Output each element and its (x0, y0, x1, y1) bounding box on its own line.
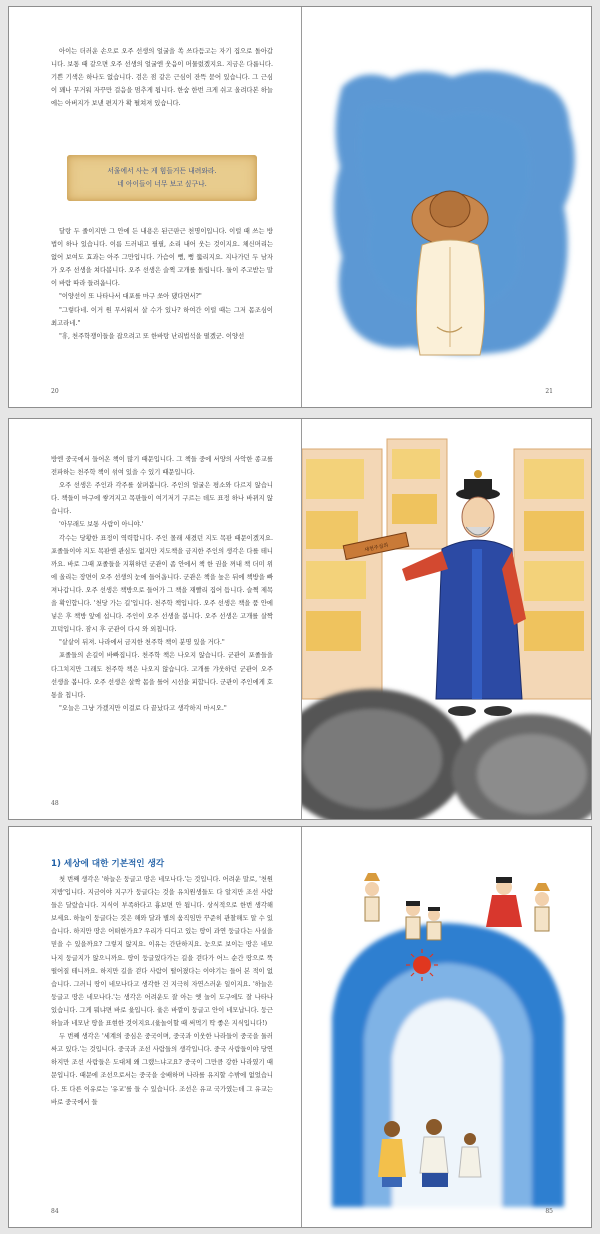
book-spread-2 (8, 418, 592, 820)
round-sky-illustration (302, 827, 592, 1227)
paragraph: 방엔 중국에서 들어온 책이 많기 때문입니다. 그 책들 중에 서양의 사악한 종교를 전파하는 천주학 책이 섞여 있을 수 있기 때문입니다. (51, 456, 273, 477)
paragraph: "샅샅이 뒤져. 나라에서 금지한 천주학 책이 분명 있을 거다." (59, 639, 225, 647)
sky-illustration (302, 7, 592, 407)
page-number: 85 (545, 1208, 553, 1215)
paragraph: 첫 번째 생각은 '하늘은 둥글고 땅은 네모나다.'는 것입니다. 어려운 말로, '천원지방'입니다. 지금이야 지구가 둥글다는 것을 유치원생들도 다 알지만 조선 사람들은 달랐습니다. 지식이 부족하다고 흉보면 안 됩니다. 상식적으로 한번 생각해 보세요. 하늘이 둥글다는 것은 해와 달과 별의 움직임만 꾸준히 관찰해도 알 수 있습니다. 하지만 땅은 어떠한가요? 우리가 디디고 있는 땅이 과연 둥글다는 사실을 믿을 수 있을까요? 그렇지 않지요. 이유는 간단하지요. 눈으로 보이는 땅은 네모나지 둥글지가 않으니까요. 땅이 둥글었다가는 길을 걷다가 어느 순간 땅으로 뚝 떨어질 테니까요. 하지만 길을 걷다 사람이 떨어졌다는 이야기는 들어 본 적이 없습니다. 그러니 땅이 네모나다고 생각한 건 지극히 자연스러운 일이지요. '하늘은 둥글고 땅은 네모나다.'는 생각은 어려운도 잘 아는 옛 놀이 도구에도 잘 나타나 있습니다. 그게 뭐냐면 바로 윷입니다. 윷은 바깥이 둥글고 안이 네모납니다. 둥근 하늘과 네모난 땅을 표현한 것이지요.(윷놀이할 때 써먹기 딱 좋은 지식입니다!) (51, 876, 273, 1028)
page-number: 84 (51, 1208, 59, 1215)
page-84 (9, 827, 300, 1227)
letter-line: 네 아이들이 너무 보고 싶구나. (117, 180, 207, 188)
paragraph: 달랑 두 줄이지만 그 안에 든 내용은 된근판근 천명이입니다. 이럴 때 쓰는 방법이 하나 있습니다. 이름 드러내고 필필, 소리 내어 웃는 것이지요. 체신머리는 없어 보여도 효과는 아주 그만입니다. 가슴이 뻥, 뻥 뚫리지요. 지나가던 두 남자가 오주 선생을 쳐다봅니다. 오주 선생은 슬쩍 고개를 돌립니다. 둘이 주고받는 말이 바람 따라 들려옵니다. (51, 228, 273, 288)
page-85 (302, 827, 592, 1227)
page-48 (9, 419, 300, 819)
round-sky (332, 923, 564, 1207)
page-20 (9, 7, 300, 407)
father-letter-box (67, 155, 257, 201)
page-48-text (51, 453, 273, 715)
paragraph: 각수는 당황한 표정이 역력합니다. 주인 몰래 새겼던 지도 목판 때문이겠지요. 포졸들이야 지도 목판엔 관심도 없지만 지도책을 금지한 주인의 생각은 다를 테니까요. 바로 그때 포졸들을 지휘하던 군관이 좀 안에서 책 한 권을 꺼내 책 더미 위에 올리는 장면이 오주 선생의 눈에 들어옵니다. 군관은 책을 높은 뒤에 책방을 빠져나갑니다. 오주 선생은 책방으로 들어가 그 책을 재빨리 집어 듭니다. 슬쩍 제목을 확인합니다. '천당 가는 길'입니다. 천주학 책입니다. 오주 선생은 책을 품 안에 넣은 후 책방 앞에 섭니다. 주인이 오주 선생을 봅니다. 오주 선생은 고개를 살짝 끄덕입니다. 잠시 후 군관이 다시 와 외칩니다. (51, 534, 273, 634)
paragraph: 아이는 더러운 손으로 오주 선생의 얼굴을 쏙 쓰다듬고는 자기 집으로 돌아갑니다. 보통 때 같으면 오주 선생의 얼굴엔 웃음이 머물렀겠지요. 지금은 다릅니다. 기쁜 기색은 하나도 없습니다. 검은 점 같은 근심이 잔뜩 묻어 있습니다. 그 근심이 꽤나 무거워 자꾸만 걸음을 멈추게 됩니다. 한숨 한번 크게 쉬고 올려다본 하늘에는 아버지가 보낸 편지가 확 펼쳐져 있습니다. (51, 48, 273, 108)
paragraph: "이양선이 또 나타나서 대포를 마구 쏘아 댔다면서?" (59, 293, 202, 301)
scholar-figure (412, 191, 488, 355)
section-title: 1) 세상에 대한 기본적인 생각 (51, 859, 165, 869)
page-20-text-bottom (51, 225, 273, 343)
page-49 (302, 419, 592, 819)
stones (302, 689, 592, 819)
book-spread-3 (8, 826, 592, 1228)
paragraph: 포졸들의 손길이 바빠집니다. 천주학 책은 나오지 않습니다. 군관이 포졸들을 다그치지만 그래도 천주학 책은 나오지 않습니다. 고개를 갸웃하던 군관이 오주 선생을 봅니다. 오주 선생은 살짝 몸을 틀어 시선을 피합니다. 군관이 주인에게 호통을 칩니다. (51, 652, 273, 699)
paragraph: 두 번째 생각은 '세계의 중심은 중국이며, 중국과 이웃한 나라들이 중국을 둘러싸고 있다.'는 것입니다. 중국과 조선 사람들의 생각입니다. 중국 사람들이야 당연하지만 조선 사람들은 도대체 왜 그랬느냐고요? 중국이 그만큼 강한 나라였기 때문입니다. 때문에 조선으로서는 중국을 숭배하며 나라를 유지할 수밖에 없었습니다. 또 다른 이유로는 '유교'를 들 수 있습니다. 조선은 유교 국가였는데 그 유교는 바로 중국에서 들 (51, 1033, 273, 1106)
page-number: 21 (545, 388, 553, 395)
page-number: 20 (51, 388, 59, 395)
bookstore-illustration (302, 419, 592, 819)
page-20-text-top (51, 45, 273, 110)
book-title-label: 새천주실의 (363, 542, 389, 554)
page-84-text (51, 873, 273, 1109)
paragraph: '아무래도 보통 사람이 아니야.' (59, 521, 144, 529)
paragraph: "오늘은 그냥 가겠지만 이걸로 다 끝났다고 생각하지 마시오." (59, 704, 227, 712)
book-spread-1 (8, 6, 592, 408)
letter-line: 서울에서 사는 게 힘들거든 내려와라. (107, 167, 217, 175)
paragraph: 오주 선생은 주인과 각주를 살펴봅니다. 주인의 얼굴은 평소와 다르지 않습니다. 책들이 마구에 쌓겨지고 목판들이 여기저기 구르는 데도 표정 하나 바뀌지 않습니다. (51, 482, 273, 516)
paragraph: "그렇다네. 이거 원 무서워서 살 수가 있나? 하여간 이럴 때는 그저 몸조심이 최고라네." (51, 306, 273, 327)
page-21 (302, 7, 592, 407)
paragraph: "휴, 천주학쟁이들을 잡으려고 또 한바탕 난리법석을 떨겠군. 이양선 (59, 332, 245, 340)
page-number: 48 (51, 800, 59, 807)
